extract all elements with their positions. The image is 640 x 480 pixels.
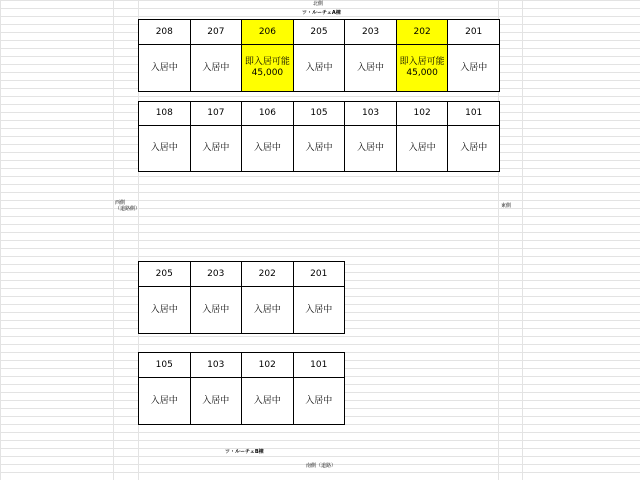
north-label: 北側 — [313, 1, 324, 7]
vacancy-status: 即入居可能 — [399, 57, 445, 67]
status-cell: 入居中 — [242, 126, 294, 172]
status-cell: 入居中 — [345, 126, 397, 172]
room-number-cell: 105 — [139, 353, 191, 378]
room-number-cell: 205 — [139, 262, 191, 287]
status-cell: 入居中 — [294, 287, 346, 334]
room-number-cell: 201 — [448, 20, 500, 45]
west-label: 西側 — [115, 200, 126, 206]
room-number-cell: 203 — [345, 20, 397, 45]
status-cell: 入居中 — [448, 126, 500, 172]
room-number-cell: 201 — [294, 262, 346, 287]
west-sub-label: （道路側） — [115, 206, 141, 212]
room-number-cell: 103 — [345, 102, 397, 126]
room-number-cell: 106 — [242, 102, 294, 126]
vacant-status-cell — [397, 45, 449, 92]
south-label: 南側（道路） — [306, 463, 337, 469]
status-cell: 入居中 — [448, 45, 500, 92]
vacancy-status: 即入居可能 — [244, 57, 290, 67]
building-a-floor2-table — [138, 19, 500, 92]
building-b-floor2-table — [138, 261, 345, 334]
building-a-floor1-table — [138, 101, 500, 172]
room-number-cell-highlight: 202 — [397, 20, 449, 45]
status-cell: 入居中 — [294, 45, 346, 92]
room-number-cell: 105 — [294, 102, 346, 126]
gridline — [522, 0, 523, 480]
status-cell: 入居中 — [191, 45, 243, 92]
room-number-cell: 207 — [191, 20, 243, 45]
room-number-cell: 208 — [139, 20, 191, 45]
status-cell: 入居中 — [191, 378, 243, 425]
room-number-cell: 102 — [397, 102, 449, 126]
status-cell: 入居中 — [191, 126, 243, 172]
status-cell: 入居中 — [294, 378, 346, 425]
gridline — [113, 0, 114, 480]
room-number-cell: 108 — [139, 102, 191, 126]
room-number-cell: 205 — [294, 20, 346, 45]
rent-price: 45,000 — [406, 68, 438, 78]
building-b-label: ツ・ルーチェB棟 — [225, 449, 264, 455]
status-cell: 入居中 — [294, 126, 346, 172]
status-cell: 入居中 — [345, 45, 397, 92]
status-cell: 入居中 — [191, 287, 243, 334]
room-number-cell: 203 — [191, 262, 243, 287]
room-number-cell: 101 — [448, 102, 500, 126]
status-cell: 入居中 — [397, 126, 449, 172]
status-cell: 入居中 — [242, 378, 294, 425]
building-b-floor1-table — [138, 352, 345, 425]
status-cell: 入居中 — [139, 378, 191, 425]
vacant-status-cell — [242, 45, 294, 92]
room-number-cell: 101 — [294, 353, 346, 378]
room-number-cell: 102 — [242, 353, 294, 378]
status-cell: 入居中 — [139, 126, 191, 172]
room-number-cell: 202 — [242, 262, 294, 287]
east-label: 東側 — [501, 203, 512, 209]
room-number-cell: 103 — [191, 353, 243, 378]
status-cell: 入居中 — [139, 45, 191, 92]
status-cell: 入居中 — [139, 287, 191, 334]
status-cell: 入居中 — [242, 287, 294, 334]
rent-price: 45,000 — [251, 68, 284, 78]
room-number-cell: 107 — [191, 102, 243, 126]
building-a-label: ツ・ルーチェA棟 — [302, 10, 341, 16]
room-number-cell-highlight: 206 — [242, 20, 294, 45]
